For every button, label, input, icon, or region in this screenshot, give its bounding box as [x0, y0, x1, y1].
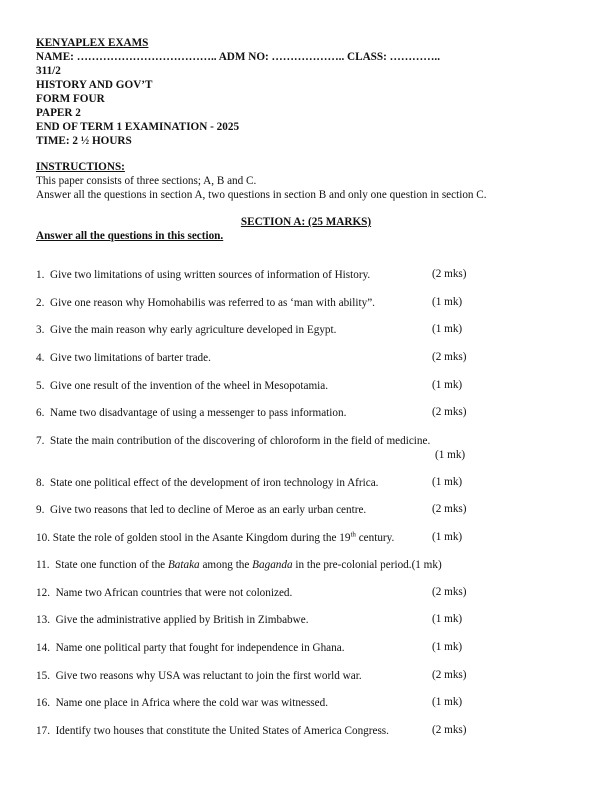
question-marks: (2 mks)	[432, 724, 467, 736]
question-marks: (1 mk)	[432, 641, 463, 653]
paper-code: 311/2	[36, 65, 61, 77]
question-marks: (1 mk)	[432, 696, 463, 708]
question-number: 9.	[36, 504, 45, 516]
subject: HISTORY AND GOV’T	[36, 79, 153, 91]
form-level: FORM FOUR	[36, 93, 105, 105]
question-text: State the main contribution of the discovering of chloroform in the field of medicine.	[49, 435, 431, 447]
question-text: in the pre-colonial period.	[292, 559, 412, 571]
question-number: 10.	[36, 532, 50, 544]
question-marks: (2 mks)	[432, 351, 467, 363]
question-marks: (1 mk)	[432, 379, 463, 391]
question-marks: (2 mks)	[432, 586, 467, 598]
question-marks: (2 mks)	[432, 503, 467, 515]
question-text: Give one result of the invention of the wheel in Mesopotamia.	[49, 380, 329, 392]
question-number: 2.	[36, 297, 45, 309]
question-number: 7.	[36, 435, 45, 447]
question-number: 13.	[36, 614, 50, 626]
question-text: century.	[355, 532, 395, 544]
question-number: 14.	[36, 642, 50, 654]
question-number: 11.	[36, 559, 50, 571]
question-text: Identify two houses that constitute the United States of America Congress.	[55, 725, 389, 737]
question-number: 3.	[36, 324, 45, 336]
question-text: Give two limitations of barter trade.	[49, 352, 211, 364]
exam-body: KENYAPLEX EXAMS	[36, 37, 149, 49]
question-marks: (1 mk)	[432, 296, 463, 308]
question-number: 15.	[36, 670, 50, 682]
question-number: 12.	[36, 587, 50, 599]
question-emphasis: Bataka	[167, 559, 200, 571]
question-text: Give one reason why Homohabilis was referred to as ‘man with ability”.	[49, 297, 375, 309]
question-text: among the	[199, 559, 253, 571]
question-number: 16.	[36, 697, 50, 709]
question-number: 17.	[36, 725, 50, 737]
question-number: 8.	[36, 477, 45, 489]
question-text: Name one place in Africa where the cold war was witnessed.	[55, 697, 329, 709]
question-marks: (2 mks)	[432, 406, 467, 418]
question-marks: (1 mk)	[435, 449, 466, 461]
paper-number: PAPER 2	[36, 107, 81, 119]
section-subtitle: Answer all the questions in this section.	[36, 230, 224, 242]
question-number: 1.	[36, 269, 45, 281]
question-text: Name two African countries that were not colonized.	[55, 587, 293, 599]
question-text: Give the main reason why early agriculture developed in Egypt.	[49, 324, 337, 336]
question-text: Name one political party that fought for independence in Ghana.	[55, 642, 345, 654]
instruction-line: Answer all the questions in section A, two questions in section B and only one question in section C.	[36, 189, 487, 201]
instructions-title: INSTRUCTIONS:	[36, 161, 125, 173]
question-text: Give two reasons why USA was reluctant to join the first world war.	[55, 670, 362, 682]
question-text: Name two disadvantage of using a messenger to pass information.	[49, 407, 347, 419]
question-text: State one political effect of the development of iron technology in Africa.	[49, 477, 379, 489]
question-emphasis: Baganda	[252, 559, 293, 571]
exam-time: TIME: 2 ½ HOURS	[36, 135, 132, 147]
candidate-details-line: NAME: ……………………………….. ADM NO: ……………….. CLASS: …………..	[36, 51, 440, 63]
question-marks: (2 mks)	[432, 669, 467, 681]
question-text: State the role of golden stool in the Asante Kingdom during the 19	[52, 532, 351, 544]
question-marks: (1 mk)	[411, 559, 442, 571]
section-title-text: SECTION A: (25 MARKS)	[240, 216, 372, 228]
question-text: Give two limitations of using written sources of information of History.	[49, 269, 371, 281]
question-text: Give the administrative applied by British in Zimbabwe.	[55, 614, 309, 626]
section-title	[0, 216, 612, 228]
instruction-line: This paper consists of three sections; A, B and C.	[36, 175, 257, 187]
superscript: th	[350, 530, 356, 539]
question-number: 5.	[36, 380, 45, 392]
question-number: 6.	[36, 407, 45, 419]
question-marks: (1 mk)	[432, 476, 463, 488]
exam-title: END OF TERM 1 EXAMINATION - 2025	[36, 121, 240, 133]
question-number: 4.	[36, 352, 45, 364]
question-marks: (1 mk)	[432, 613, 463, 625]
question-marks: (1 mk)	[432, 323, 463, 335]
question-text: State one function of the	[55, 559, 168, 571]
question-text: Give two reasons that led to decline of Meroe as an early urban centre.	[49, 504, 367, 516]
question-marks: (1 mk)	[432, 531, 463, 543]
question-marks: (2 mks)	[432, 268, 467, 280]
